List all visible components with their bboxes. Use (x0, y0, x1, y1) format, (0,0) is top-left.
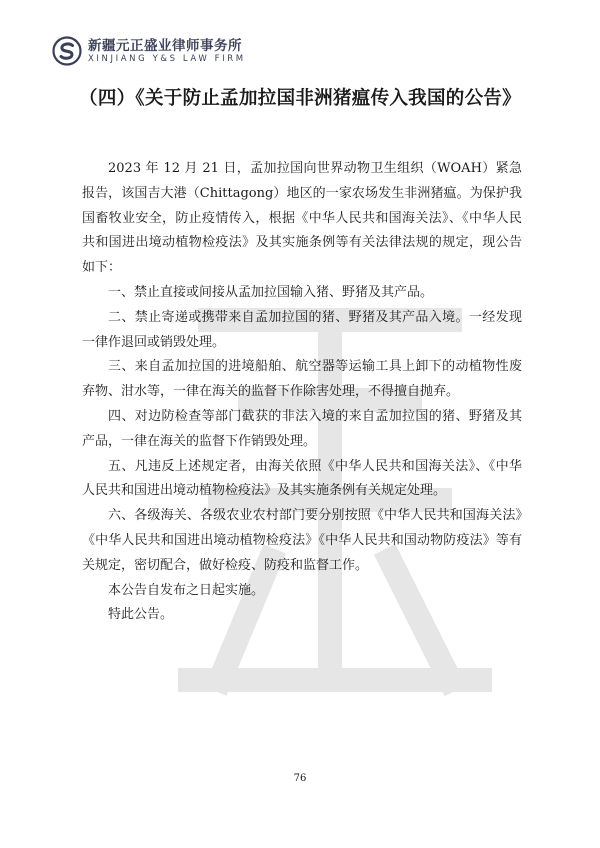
paragraph-item-3: 三、来自孟加拉国的进境船舶、航空器等运输工具上卸下的动植物性废弃物、泔水等，一律在海关的监督下作除害处理，不得擅自抛弃。 (82, 359, 522, 400)
page-number: 76 (293, 773, 307, 784)
paragraph-item-1: 一、禁止直接或间接从孟加拉国输入猪、野猪及其产品。 (108, 284, 434, 300)
paragraph-item-2: 二、禁止寄递或携带来自孟加拉国的猪、野猪及其产品入境。一经发现一律作退回或销毁处理。 (82, 309, 522, 350)
paragraph-intro: 2023 年 12 月 21 日，孟加拉国向世界动物卫生组织（WOAH）紧急报告，该国吉大港（Chittagong）地区的一家农场发生非洲猪瘟。为保护我国畜牧业安全，防止疫情传入，根据《中华人民共和国海关法》、《中华人民共和国进出境动植物检疫法》及其实施条例等有关法律法规的规定，现公告如下： (82, 161, 522, 276)
firm-logo-icon (52, 36, 82, 66)
paragraph-item-6: 六、各级海关、各级农业农村部门要分别按照《中华人民共和国海关法》《中华人民共和国进出境动植物检疫法》《中华人民共和国动物防疫法》等有关规定，密切配合，做好检疫、防疫和监督工作。 (82, 508, 522, 573)
document-body (82, 157, 522, 628)
firm-name-block (88, 38, 246, 65)
paragraph-item-5: 五、凡违反上述规定者，由海关依照《中华人民共和国海关法》、《中华人民共和国进出境动植物检疫法》及其实施条例有关规定处理。 (82, 458, 522, 499)
paragraph-closing: 特此公告。 (108, 607, 174, 623)
paragraph-effective: 本公告自发布之日起实施。 (108, 582, 265, 598)
document-header (52, 34, 246, 68)
firm-name: 新疆元正盛业律师事务所 (88, 37, 242, 54)
page-title: （四）《关于防止孟加拉国非洲猪瘟传入我国的公告》 (79, 88, 521, 109)
paragraph-item-4: 四、对边防检查等部门截获的非法入境的来自孟加拉国的猪、野猪及其产品，一律在海关的监督下作销毁处理。 (82, 408, 522, 449)
firm-name-en: XINJIANG Y&S LAW FIRM (88, 53, 246, 64)
